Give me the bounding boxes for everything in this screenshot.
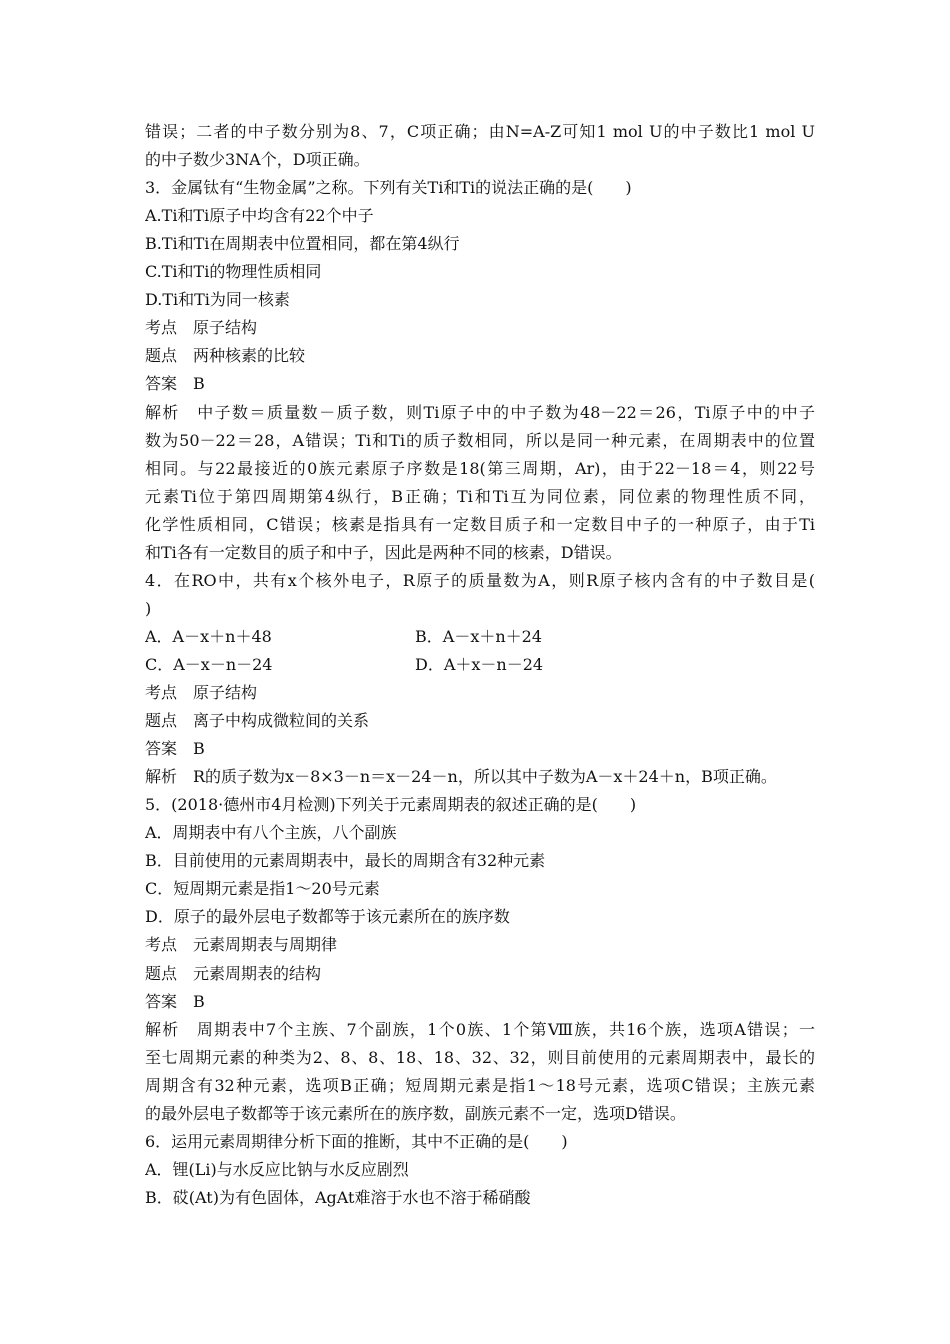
text-line: 答案 B bbox=[145, 374, 205, 393]
text-line: 题点 元素周期表的结构 bbox=[145, 964, 322, 983]
text-line: 元素Ti位于第四周期第4纵行，B正确；Ti和Ti互为同位素，同位素的物理性质不同， bbox=[145, 487, 815, 506]
text-line: B．目前使用的元素周期表中，最长的周期含有32种元素 bbox=[145, 851, 546, 870]
text-line: 4．在RO中，共有x个核外电子，R原子的质量数为A，则R原子核内含有的中子数目是( bbox=[145, 571, 815, 590]
text-line: 错误；二者的中子数分别为8、7，C项正确；由N=A-Z可知1 mol U的中子数比1 mol U bbox=[145, 122, 815, 141]
text-line: B．砹(At)为有色固体，AgAt难溶于水也不溶于稀硝酸 bbox=[145, 1188, 531, 1207]
option-right: B．A－x＋n＋24 bbox=[415, 627, 543, 646]
text-line: 解析 周期表中7个主族、7个副族，1个0族、1个第Ⅷ族，共16个族，选项A错误；一 bbox=[145, 1020, 815, 1039]
text-line: 题点 两种核素的比较 bbox=[145, 346, 306, 365]
text-line: 至七周期元素的种类为2、8、8、18、18、32、32，则目前使用的元素周期表中，最长的 bbox=[145, 1048, 815, 1067]
text-line: 周期含有32种元素，选项B正确；短周期元素是指1～18号元素，选项C错误；主族元素 bbox=[145, 1076, 815, 1095]
text-line: 数为50－22＝28，A错误；Ti和Ti的质子数相同，所以是同一种元素，在周期表中的位置 bbox=[145, 431, 815, 450]
text-line: C．A－x－n－24 bbox=[145, 655, 273, 674]
text-line: A．锂(Li)与水反应比钠与水反应剧烈 bbox=[145, 1160, 409, 1179]
text-line: C．短周期元素是指1～20号元素 bbox=[145, 879, 380, 898]
text-line: 的最外层电子数都等于该元素所在的族序数，副族元素不一定，选项D错误。 bbox=[145, 1104, 686, 1123]
text-line: B.Ti和Ti在周期表中位置相同，都在第4纵行 bbox=[145, 234, 460, 253]
text-line: C.Ti和Ti的物理性质相同 bbox=[145, 262, 322, 281]
text-line: 题点 离子中构成微粒间的关系 bbox=[145, 711, 370, 730]
text-line: 5．(2018·德州市4月检测)下列关于元素周期表的叙述正确的是( ) bbox=[145, 795, 637, 814]
text-line: 答案 B bbox=[145, 992, 205, 1011]
text-line: D．原子的最外层电子数都等于该元素所在的族序数 bbox=[145, 907, 510, 926]
option-right: D．A＋x－n－24 bbox=[415, 655, 544, 674]
text-line: A．周期表中有八个主族，八个副族 bbox=[145, 823, 397, 842]
text-line: D.Ti和Ti为同一核素 bbox=[145, 290, 290, 309]
text-line: 化学性质相同，C错误；核素是指具有一定数目质子和一定数目中子的一种原子，由于Ti bbox=[145, 515, 815, 534]
text-line: ) bbox=[145, 599, 152, 618]
text-line: 解析 中子数＝质量数－质子数，则Ti原子中的中子数为48－22＝26，Ti原子中的中子 bbox=[145, 403, 815, 422]
text-line: 答案 B bbox=[145, 739, 205, 758]
text-line: 考点 原子结构 bbox=[145, 683, 258, 702]
text-line: 考点 原子结构 bbox=[145, 318, 258, 337]
text-line: A．A－x＋n＋48 bbox=[145, 627, 272, 646]
text-line: 解析 R的质子数为x－8×3－n＝x－24－n，所以其中子数为A－x＋24＋n，B项正确。 bbox=[145, 767, 777, 786]
text-line: 的中子数少3NA个，D项正确。 bbox=[145, 150, 370, 169]
text-line: 相同。与22最接近的0族元素原子序数是18(第三周期，Ar)，由于22－18＝4，则22号 bbox=[145, 459, 815, 478]
text-line: 6．运用元素周期律分析下面的推断，其中不正确的是( ) bbox=[145, 1132, 568, 1151]
text-line: A.Ti和Ti原子中均含有22个中子 bbox=[145, 206, 374, 225]
text-line: 和Ti各有一定数目的质子和中子，因此是两种不同的核素，D错误。 bbox=[145, 543, 622, 562]
text-line: 考点 元素周期表与周期律 bbox=[145, 935, 338, 954]
text-line: 3．金属钛有“生物金属”之称。下列有关Ti和Ti的说法正确的是( ) bbox=[145, 178, 632, 197]
